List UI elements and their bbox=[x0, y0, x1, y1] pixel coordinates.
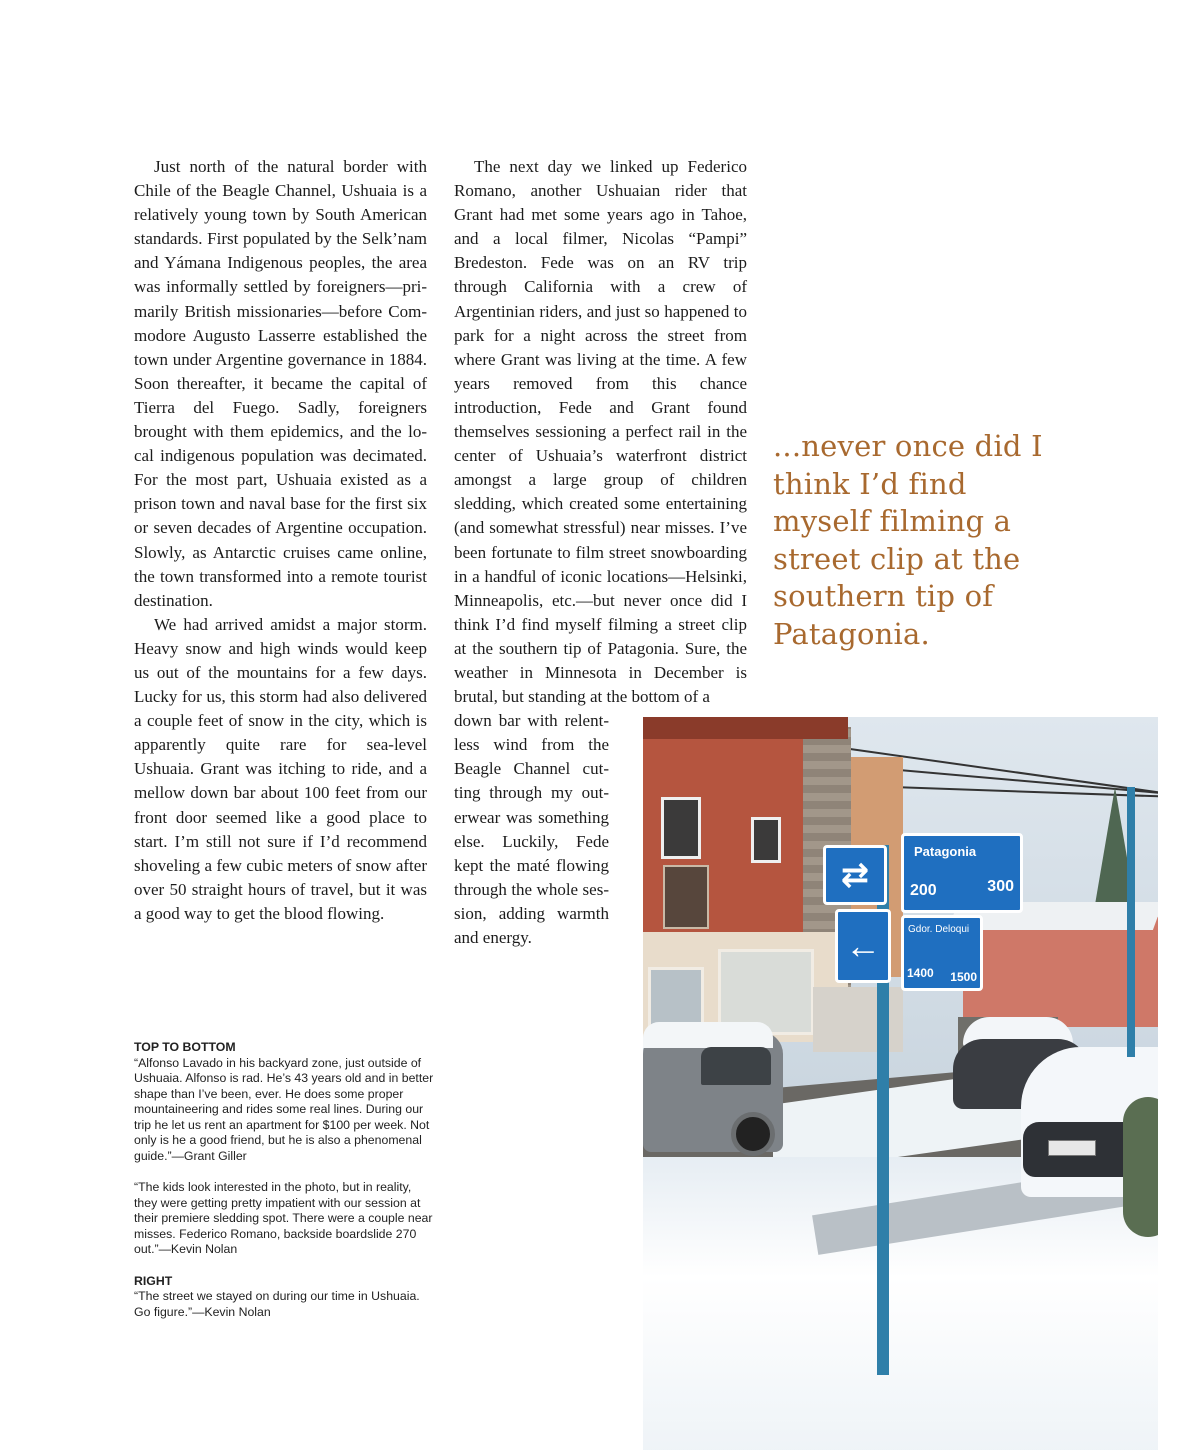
photo-captions bbox=[134, 1040, 434, 1320]
car-window bbox=[701, 1047, 771, 1085]
article-paragraph: We had arrived amidst a major storm. Heavy snow and high winds would keep us out of the mountains for a few days. Lucky for us, this storm had also delivered a couple feet of snow in the city, which is apparently quite rare for sea-level Ushuaia. Grant was itching to ride, and a mellow down bar about 100 feet from our front door seemed like a good place to start. I’m still not sure if I’d recommend shoveling a few cubic meters of snow after over 50 straight hours of travel, but it was a good way to get the blood flowing. bbox=[134, 614, 427, 923]
snow-on-car bbox=[643, 1022, 773, 1048]
car-wheel bbox=[731, 1112, 775, 1156]
balcony bbox=[663, 865, 709, 929]
article-paragraph-continued: down bar with relentless wind from the Beagle Channel cutting through my outerwear was something else. Luckily, Fede kept the maté flowing through the whole session, adding warmth and energy. bbox=[454, 711, 609, 947]
article-paragraph: Just north of the natural border with Chile of the Beagle Channel, Ushuaia is a relatively young town by South American standards. First populated by the Selk’nam and Yámana Indigenous peoples, the area was informally settled by foreigners—primarily British missionaries—before Commodore Augusto Lasserre established the town under Argentine governance in 1884. Soon thereafter, it became the capital of Tierra del Fuego. Sadly, foreigners brought with them epidemics, and the local indigenous population was decimated. For the most part, Ushuaia existed as a prison town and naval base for the first six or seven decades of Argentine occupation. Slowly, as Antarctic cruises came online, the town transformed into a remote tourist destination. bbox=[134, 157, 427, 610]
street-name: Patagonia bbox=[914, 844, 977, 859]
pull-quote: ...never once did I think I’d find myself filming a street clip at the southern tip of Patagonia. bbox=[773, 429, 1043, 651]
mural-wall bbox=[813, 987, 903, 1052]
caption-heading: RIGHT bbox=[134, 1273, 173, 1288]
street-photo bbox=[643, 717, 1158, 1450]
caption-text: “The kids look interested in the photo, but in reality, they were getting pretty impatient with our session at their premiere sledding spot. There were a couple near misses. Federico Romano, backside boardslide 270 out.”—Kevin Nolan bbox=[134, 1180, 433, 1256]
left-arrow-icon: ← bbox=[835, 909, 891, 983]
window bbox=[751, 817, 781, 863]
street-name: Gdor. Deloqui bbox=[908, 924, 970, 935]
window bbox=[661, 797, 701, 859]
street-sign-patagonia bbox=[901, 833, 1023, 913]
caption-text: “Alfonso Lavado in his backyard zone, just outside of Ushuaia. Alfonso is rad. He’s 43 years old and in better shape than I’ve been, ever. He does some proper mountaineering and rides some real lines. During our trip he let us rent an apartment for $100 per week. Not only is he a good friend, but he is also a phenomenal guide.”—Grant Giller bbox=[134, 1055, 434, 1163]
street-number-from: 200 bbox=[910, 882, 937, 899]
article-column-1 bbox=[134, 155, 427, 926]
bush bbox=[1123, 1097, 1158, 1237]
street-sign-deloqui bbox=[901, 915, 983, 991]
caption-text: “The street we stayed on during our time in Ushuaia. Go figure.”—Kevin Nolan bbox=[134, 1289, 420, 1319]
sign-pole bbox=[1127, 787, 1135, 1057]
article-paragraph: The next day we linked up Federico Romano, another Ushuaian rider that Grant had met some years ago in Tahoe, and a local filmer, Nicolas “Pampi” Bredeston. Fede was on an RV trip through California with a crew of Argentinian riders, and just so happened to park for a night across the street from where Grant was living at the time. A few years removed from this chance introduction, Fede and Grant found themselves sessioning a perfect rail in the center of Ushuaia’s waterfront district amongst a large group of children sledding, which created some entertaining (and somewhat stressful) near misses. I’ve been fortunate to film street snowboarding in a handful of iconic locations—Helsinki, Minneapolis, etc.—but never once did I think I’d find myself filming a street clip at the southern tip of Patagonia. Sure, the weather in Minnesota in December is brutal, but standing at the bottom of a bbox=[454, 157, 747, 707]
street-number-to: 1500 bbox=[950, 970, 977, 984]
license-plate bbox=[1048, 1140, 1096, 1156]
two-way-arrow-icon: ⇄ bbox=[823, 845, 887, 905]
street-number-from: 1400 bbox=[907, 966, 934, 980]
street-number-to: 300 bbox=[987, 878, 1014, 895]
caption-heading: TOP TO BOTTOM bbox=[134, 1040, 236, 1054]
building-roof bbox=[643, 717, 848, 739]
